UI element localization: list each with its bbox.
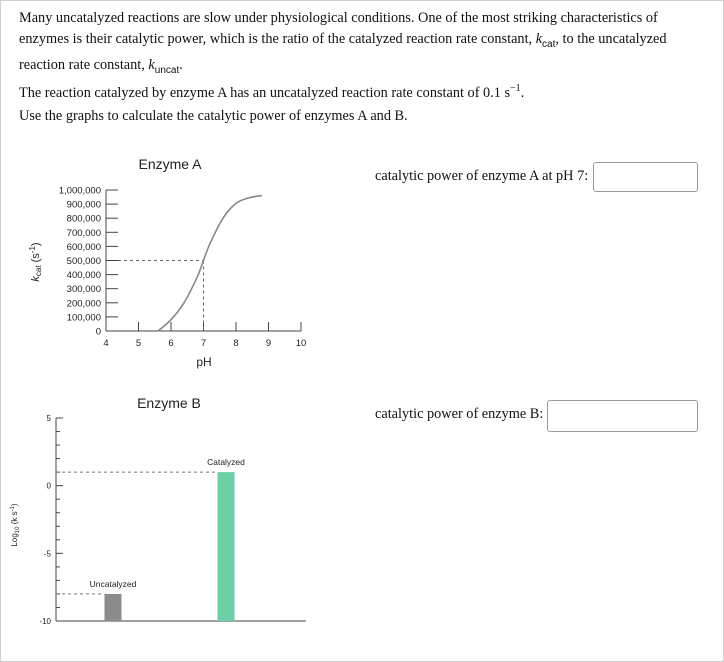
enzyme-a-answer-label: catalytic power of enzyme A at pH 7: <box>375 168 589 184</box>
enzyme-b-y-tick-label: 0 <box>46 481 51 491</box>
enzyme-a-y-tick-label: 700,000 <box>66 227 101 239</box>
enzyme-a-y-tick-label: 400,000 <box>66 270 101 282</box>
enzyme-a-y-tick-label: 0 <box>95 326 101 338</box>
enzyme-a-x-tick-label: 8 <box>233 338 239 349</box>
enzyme-a-y-tick-label: 1,000,000 <box>58 185 101 197</box>
enzyme-a-x-tick-label: 4 <box>103 338 109 349</box>
enzyme-b-bar-label: Catalyzed <box>207 457 245 468</box>
enzyme-a-y-tick-label: 800,000 <box>66 213 101 225</box>
enzyme-a-y-tick-label: 500,000 <box>66 256 101 267</box>
enzyme-b-y-tick-label: 5 <box>46 414 51 423</box>
enzyme-b-bar-label: Uncatalyzed <box>89 578 137 589</box>
enzyme-b-y-tick-label: -10 <box>39 617 51 626</box>
enzyme-b-chart <box>0 390 340 640</box>
enzyme-b-y-tick-label: -5 <box>43 549 51 559</box>
enzyme-b-bar <box>105 594 122 621</box>
enzyme-a-x-tick-label: 10 <box>295 338 307 349</box>
enzyme-a-answer-input[interactable] <box>593 162 698 192</box>
enzyme-a-y-tick-label: 300,000 <box>66 284 101 296</box>
enzyme-a-y-tick-label: 100,000 <box>66 312 101 324</box>
enzyme-b-y-axis-label: Log$_{10}$ (k $s^{-1}$) <box>10 503 21 547</box>
enzyme-a-chart-title: Enzyme A <box>138 156 202 172</box>
enzyme-a-chart <box>0 140 340 380</box>
enzyme-b-answer-input[interactable] <box>547 400 698 432</box>
enzyme-b-answer-label: catalytic power of enzyme B: <box>375 406 544 422</box>
enzyme-a-x-tick-label: 6 <box>168 338 174 349</box>
enzyme-a-x-tick-label: 5 <box>135 338 142 349</box>
enzyme-b-chart-title: Enzyme B <box>137 395 201 411</box>
enzyme-a-x-tick-label: 9 <box>265 338 272 349</box>
enzyme-a-x-axis-label: pH <box>196 355 212 369</box>
enzyme-a-y-axis-label: kcat $(s^{-1})$ <box>28 242 43 282</box>
enzyme-b-bar <box>218 472 235 621</box>
intro-paragraph: Many uncatalyzed reactions are slow under physiological conditions. One of the most striking characteristics of enzymes is their catalytic power, which is the ratio of the catalyzed reaction rate constant, $k_{cat}$, to the uncatalyzed reaction rate constant, $k_{uncat}$. <box>19 10 667 76</box>
enzyme-a-x-tick-label: 7 <box>200 338 207 349</box>
enzyme-a-kcat-curve <box>158 196 262 331</box>
enzyme-a-y-tick-label: 200,000 <box>66 298 101 310</box>
enzyme-a-y-tick-label: 900,000 <box>66 199 101 211</box>
instruction-text: Use the graphs to calculate the catalytic power of enzymes A and B. <box>19 108 408 124</box>
enzyme-a-statement: The reaction catalyzed by enzyme A has an uncatalyzed reaction rate constant of 0.1 $s^{-1}$. <box>19 83 525 101</box>
enzyme-a-y-tick-label: 600,000 <box>66 241 101 253</box>
